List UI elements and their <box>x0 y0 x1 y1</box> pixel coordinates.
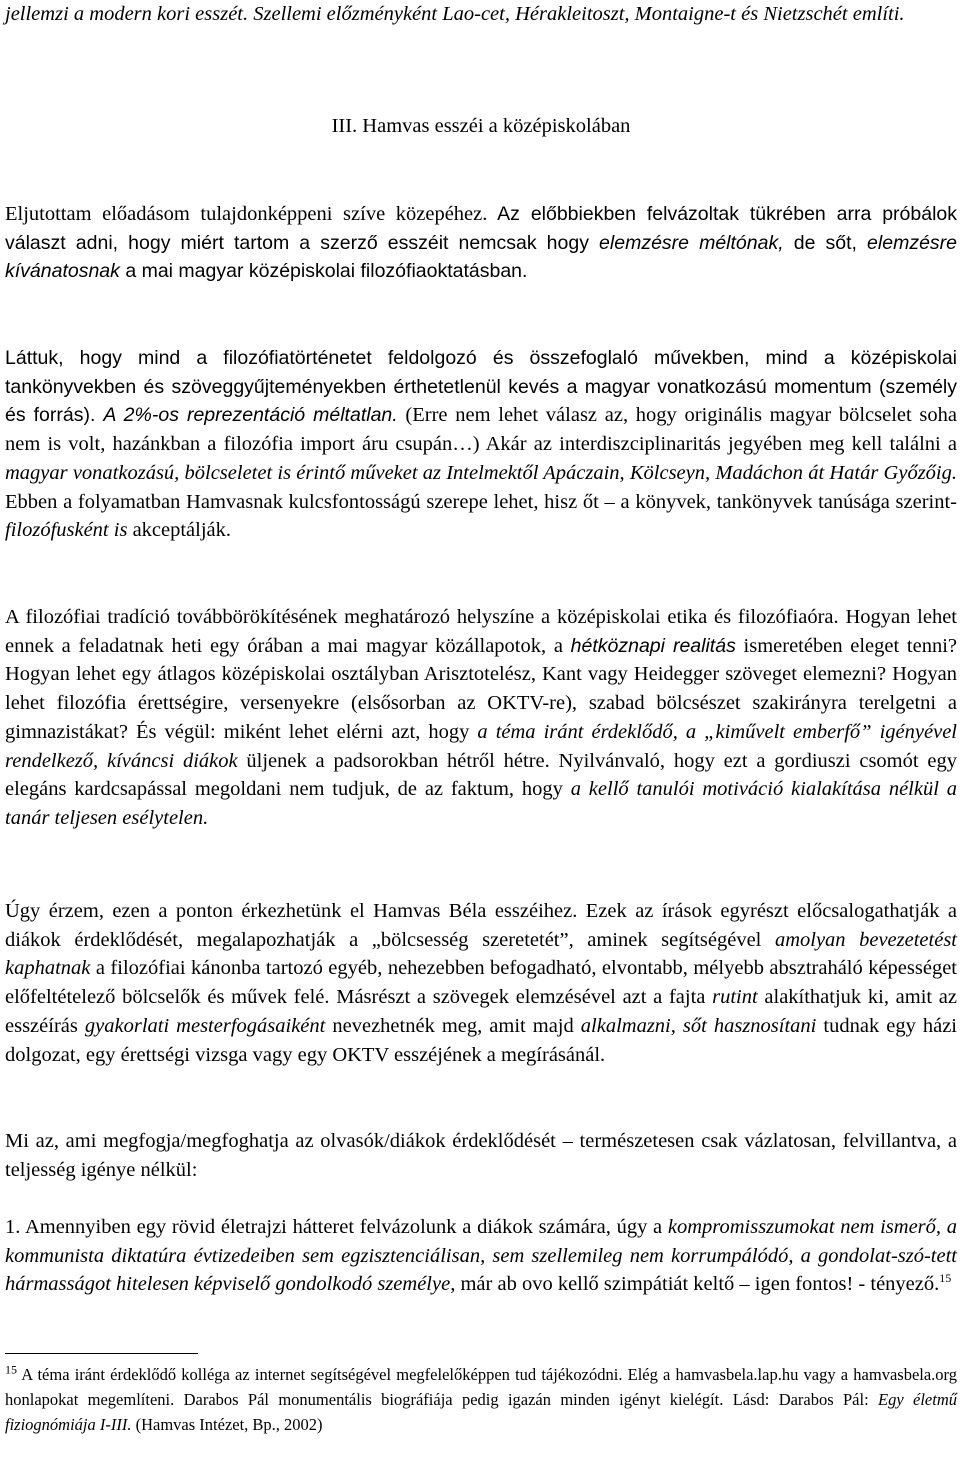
p3-s5: üljenek a padsorokban hétről hétre. Nyilvánvaló, hogy ezt a gordiuszi csomót egy elegáns kardcsapással megoldani nem tudjuk, de az faktum, hogy <box>5 749 957 801</box>
p1-s4: de sőt, <box>783 231 868 254</box>
paragraph-3 <box>5 603 957 833</box>
paragraph-2 <box>5 344 957 545</box>
p4-s9: tudnak egy házi dolgozat, egy érettségi vizsga vagy egy OKTV esszéjének a megírásánál. <box>5 1014 957 1066</box>
p6-s1: 1. Amennyiben egy rövid életrajzi hátteret felvázolunk a diákok számára, úgy a <box>5 1216 668 1238</box>
p6-s3: már ab ovo kellő szimpátiát keltő – igen fontos! - tényező. <box>455 1273 940 1296</box>
p2-s4: magyar vonatkozású, bölcseletet is érintő műveket az Intelmektől Apáczain, Kölcseyn, Madáchon át Határ Győzőig. <box>5 461 957 484</box>
p4-s8: alkalmazni, sőt hasznosítani <box>580 1014 817 1037</box>
p1-s6: a mai magyar középiskolai filozófiaoktatásban. <box>119 260 528 283</box>
footnote-divider <box>5 1353 198 1354</box>
footnote-number: 15 <box>5 1362 17 1377</box>
intro-paragraph <box>5 0 957 29</box>
p2-s3: (Erre nem lehet válasz az, hogy originális magyar bölcselet soha nem is volt, hazánkban a filozófia import áru csupán…) Akár az interdiszciplinaritás jegyében meg kell találni a <box>5 404 958 456</box>
footnote-s3: (Hamvas Intézet, Bp., 2002) <box>131 1415 323 1434</box>
p4-s7: nevezhetnék meg, amit majd <box>325 1014 581 1037</box>
p2-s6: filozófusként is <box>5 519 128 542</box>
paragraph-1 <box>5 200 957 286</box>
footnote-s2: Egy életmű fiziognómiája I-III. <box>5 1390 957 1434</box>
p1-s1: Eljutottam előadásom tulajdonképpeni szíve közepéhez. <box>5 203 488 225</box>
p4-s1: Úgy érzem, ezen a ponton érkezhetünk el Hamvas Béla esszéihez. Ezek az írások egyrészt előcsalogathatják a diákok érdeklődését, megalapozhatják a „bölcsesség szeretetét”, aminek segítségével <box>5 900 957 951</box>
p3-s2: hétköznapi realitás <box>570 634 736 657</box>
section-heading: III. Hamvas esszéi a középiskolában <box>331 115 631 137</box>
p1-s3: elemzésre méltónak, <box>599 231 784 254</box>
intro-text: jellemzi a modern kori esszét. Szellemi előzményként Lao-cet, Hérakleitoszt, Montaigne-t és Nietzschét említi. <box>5 3 905 25</box>
p3-s6: a kellő tanulói motiváció kialakítása nélkül a tanár teljesen esélytelen. <box>5 778 957 829</box>
p6-s2: kompromisszumokat nem ismerő, a kommunista diktatúra évtizedeiben sem egzisztenciálisan, sem szellemileg nem korrumpálódó, a gondolat-szó-tett hármasságot hitelesen képviselő gondolkodó személye, <box>5 1216 957 1296</box>
p3-s1: A filozófiai tradíció továbbörökítésének meghatározó helyszíne a középiskolai etika és filozófiaóra. Hogyan lehet ennek a feladatnak heti egy órában a mai magyar közállapotok, a <box>5 606 957 657</box>
p4-s6: gyakorlati mesterfogásaiként <box>84 1014 326 1037</box>
footnote-ref-15[interactable]: 15 <box>939 1271 952 1286</box>
paragraph-5 <box>5 1127 957 1184</box>
paragraph-6 <box>5 1213 957 1299</box>
p4-s3: a filozófiai kánonba tartozó egyéb, nehezebben befogadható, elvontabb, mélyebb absztraháló képességet előfeltételező bölcselők és művek felé. Másrészt a szövegek elemzésével azt a fajta <box>5 957 957 1009</box>
p1-s5: elemzésre kívánatosnak <box>5 231 957 283</box>
p4-s4: rutint <box>712 986 758 1009</box>
p2-s5: Ebben a folyamatban Hamvasnak kulcsfontosságú szerepe lehet, hisz őt – a könyvek, tankönyvek tanúsága szerint- <box>5 490 957 513</box>
p2-s7: akceptálják. <box>127 519 232 542</box>
p1-s2: Az előbbiekben felvázoltak tükrében arra próbálok választ adni, hogy miért tartom a szerző esszéit nemcsak hogy <box>5 203 957 254</box>
p2-s2: A 2%-os reprezentáció méltatlan. <box>103 404 398 427</box>
p3-s4: a téma iránt érdeklődő, a „kiművelt emberfő” igényével rendelkező, kíváncsi diákok <box>5 720 958 772</box>
p5-s1: Mi az, ami megfogja/megfoghatja az olvasók/diákok érdeklődését – természetesen csak vázlatosan, felvillantva, a teljesség igénye nélkül: <box>5 1130 957 1181</box>
p4-s2: amolyan bevezetetést kaphatnak <box>5 928 957 980</box>
paragraph-4 <box>5 897 957 1069</box>
footnote-15 <box>5 1362 957 1437</box>
p3-s3: ismeretében eleget tenni? Hogyan lehet egy átlagos középiskolai osztályban Arisztotelész, Kant vagy Heidegger szöveget elemezni? Hogyan lehet filozófia érettségire, versenyekre (elsősorban az OKTV-re), szabad bölcsészet szakirányra terelgetni a gimnazistákat? És végül: miként lehet elérni azt, hogy <box>5 634 957 743</box>
p4-s5: alakíthatjuk ki, amit az esszéírás <box>5 986 957 1037</box>
p2-s1: Láttuk, hogy mind a filozófiatörténetet feldolgozó és összefoglaló művekben, mind a középiskolai tankönyvekben és szöveggyűjteményekben érthetetlenül kevés a magyar vonatkozású momentum (személy és forrás). <box>5 347 957 427</box>
footnote-s1: A téma iránt érdeklődő kolléga az internet segítségével megfelelőképpen tud tájékozódni. Elég a hamvasbela.lap.hu vagy a hamvasbela.org honlapokat megemlíteni. Darabos Pál monumentális biográfiája pedig igazán minden igényt kielégít. Lásd: Darabos Pál: <box>5 1365 957 1409</box>
